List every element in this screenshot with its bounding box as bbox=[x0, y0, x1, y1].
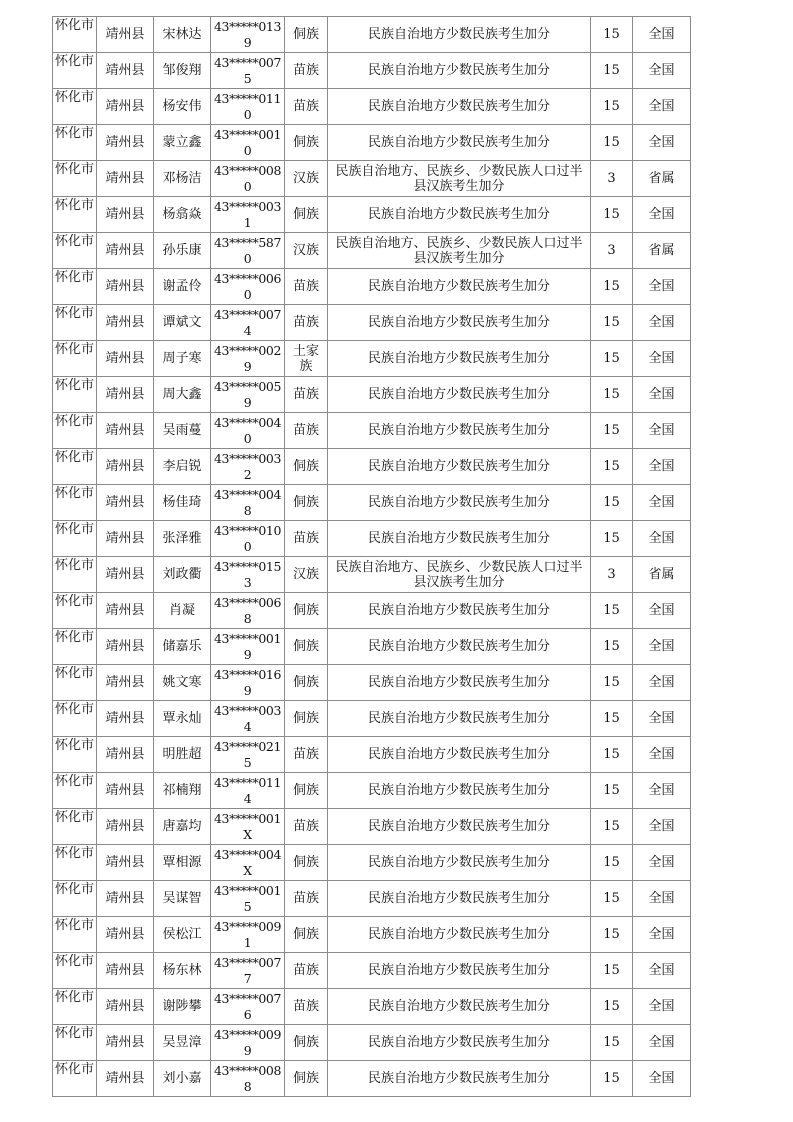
bonus-score-cell: 3 bbox=[591, 161, 633, 197]
id-number-cell: 43*****0048 bbox=[211, 485, 285, 521]
table-row bbox=[53, 197, 691, 233]
policy-cell: 民族自治地方、民族乡、少数民族人口过半县汉族考生加分 bbox=[328, 557, 591, 593]
scope-cell: 全国 bbox=[633, 1025, 691, 1061]
table-row bbox=[53, 269, 691, 305]
bonus-score-cell: 15 bbox=[591, 593, 633, 629]
ethnicity-cell: 苗族 bbox=[285, 521, 328, 557]
scope-cell: 全国 bbox=[633, 629, 691, 665]
scope-cell: 全国 bbox=[633, 197, 691, 233]
policy-cell: 民族自治地方少数民族考生加分 bbox=[328, 917, 591, 953]
name-cell: 谢陟攀 bbox=[154, 989, 211, 1025]
policy-cell: 民族自治地方、民族乡、少数民族人口过半县汉族考生加分 bbox=[328, 233, 591, 269]
id-number-cell: 43*****0059 bbox=[211, 377, 285, 413]
table-row bbox=[53, 809, 691, 845]
policy-cell: 民族自治地方少数民族考生加分 bbox=[328, 413, 591, 449]
county-cell: 靖州县 bbox=[97, 305, 154, 341]
ethnicity-cell: 苗族 bbox=[285, 53, 328, 89]
policy-cell: 民族自治地方少数民族考生加分 bbox=[328, 53, 591, 89]
id-number-cell: 43*****0091 bbox=[211, 917, 285, 953]
city-cell: 怀化市 bbox=[53, 197, 97, 233]
scope-cell: 全国 bbox=[633, 881, 691, 917]
scope-cell: 省属 bbox=[633, 557, 691, 593]
county-cell: 靖州县 bbox=[97, 809, 154, 845]
bonus-score-cell: 15 bbox=[591, 341, 633, 377]
county-cell: 靖州县 bbox=[97, 521, 154, 557]
city-cell: 怀化市 bbox=[53, 557, 97, 593]
table-row bbox=[53, 701, 691, 737]
county-cell: 靖州县 bbox=[97, 917, 154, 953]
bonus-score-cell: 15 bbox=[591, 809, 633, 845]
scope-cell: 全国 bbox=[633, 449, 691, 485]
table-row bbox=[53, 629, 691, 665]
table-row bbox=[53, 89, 691, 125]
city-cell: 怀化市 bbox=[53, 701, 97, 737]
name-cell: 谢孟伶 bbox=[154, 269, 211, 305]
id-number-cell: 43*****0075 bbox=[211, 53, 285, 89]
name-cell: 祁楠翔 bbox=[154, 773, 211, 809]
ethnicity-cell: 侗族 bbox=[285, 1025, 328, 1061]
policy-cell: 民族自治地方少数民族考生加分 bbox=[328, 89, 591, 125]
city-cell: 怀化市 bbox=[53, 161, 97, 197]
name-cell: 孙乐康 bbox=[154, 233, 211, 269]
county-cell: 靖州县 bbox=[97, 845, 154, 881]
id-number-cell: 43*****0029 bbox=[211, 341, 285, 377]
ethnicity-cell: 苗族 bbox=[285, 881, 328, 917]
table-row bbox=[53, 917, 691, 953]
bonus-points-table bbox=[52, 16, 691, 1097]
city-cell: 怀化市 bbox=[53, 737, 97, 773]
city-cell: 怀化市 bbox=[53, 125, 97, 161]
scope-cell: 全国 bbox=[633, 809, 691, 845]
scope-cell: 全国 bbox=[633, 737, 691, 773]
name-cell: 蒙立鑫 bbox=[154, 125, 211, 161]
county-cell: 靖州县 bbox=[97, 593, 154, 629]
name-cell: 吴雨蔓 bbox=[154, 413, 211, 449]
city-cell: 怀化市 bbox=[53, 269, 97, 305]
id-number-cell: 43*****0010 bbox=[211, 125, 285, 161]
name-cell: 李启锐 bbox=[154, 449, 211, 485]
table-body bbox=[53, 17, 691, 1097]
bonus-score-cell: 15 bbox=[591, 881, 633, 917]
bonus-score-cell: 15 bbox=[591, 701, 633, 737]
bonus-score-cell: 15 bbox=[591, 989, 633, 1025]
bonus-score-cell: 15 bbox=[591, 413, 633, 449]
ethnicity-cell: 侗族 bbox=[285, 665, 328, 701]
policy-cell: 民族自治地方少数民族考生加分 bbox=[328, 701, 591, 737]
ethnicity-cell: 侗族 bbox=[285, 17, 328, 53]
ethnicity-cell: 苗族 bbox=[285, 809, 328, 845]
county-cell: 靖州县 bbox=[97, 629, 154, 665]
ethnicity-cell: 侗族 bbox=[285, 917, 328, 953]
ethnicity-cell: 苗族 bbox=[285, 89, 328, 125]
policy-cell: 民族自治地方少数民族考生加分 bbox=[328, 485, 591, 521]
name-cell: 张泽雅 bbox=[154, 521, 211, 557]
policy-cell: 民族自治地方少数民族考生加分 bbox=[328, 737, 591, 773]
id-number-cell: 43*****004X bbox=[211, 845, 285, 881]
bonus-score-cell: 3 bbox=[591, 557, 633, 593]
scope-cell: 全国 bbox=[633, 1061, 691, 1097]
city-cell: 怀化市 bbox=[53, 953, 97, 989]
bonus-score-cell: 15 bbox=[591, 521, 633, 557]
ethnicity-cell: 侗族 bbox=[285, 845, 328, 881]
ethnicity-cell: 土家族 bbox=[285, 341, 328, 377]
scope-cell: 全国 bbox=[633, 17, 691, 53]
table-row bbox=[53, 989, 691, 1025]
county-cell: 靖州县 bbox=[97, 125, 154, 161]
table-row bbox=[53, 845, 691, 881]
ethnicity-cell: 苗族 bbox=[285, 413, 328, 449]
city-cell: 怀化市 bbox=[53, 413, 97, 449]
ethnicity-cell: 汉族 bbox=[285, 557, 328, 593]
ethnicity-cell: 苗族 bbox=[285, 305, 328, 341]
scope-cell: 全国 bbox=[633, 269, 691, 305]
policy-cell: 民族自治地方少数民族考生加分 bbox=[328, 809, 591, 845]
table-row bbox=[53, 161, 691, 197]
scope-cell: 全国 bbox=[633, 89, 691, 125]
ethnicity-cell: 苗族 bbox=[285, 377, 328, 413]
scope-cell: 全国 bbox=[633, 413, 691, 449]
policy-cell: 民族自治地方、民族乡、少数民族人口过半县汉族考生加分 bbox=[328, 161, 591, 197]
policy-cell: 民族自治地方少数民族考生加分 bbox=[328, 773, 591, 809]
bonus-score-cell: 15 bbox=[591, 485, 633, 521]
city-cell: 怀化市 bbox=[53, 485, 97, 521]
ethnicity-cell: 侗族 bbox=[285, 485, 328, 521]
ethnicity-cell: 苗族 bbox=[285, 737, 328, 773]
policy-cell: 民族自治地方少数民族考生加分 bbox=[328, 881, 591, 917]
policy-cell: 民族自治地方少数民族考生加分 bbox=[328, 449, 591, 485]
id-number-cell: 43*****0015 bbox=[211, 881, 285, 917]
table-row bbox=[53, 665, 691, 701]
scope-cell: 全国 bbox=[633, 125, 691, 161]
id-number-cell: 43*****001X bbox=[211, 809, 285, 845]
bonus-score-cell: 15 bbox=[591, 773, 633, 809]
county-cell: 靖州县 bbox=[97, 449, 154, 485]
county-cell: 靖州县 bbox=[97, 773, 154, 809]
name-cell: 肖凝 bbox=[154, 593, 211, 629]
table-row bbox=[53, 305, 691, 341]
bonus-score-cell: 15 bbox=[591, 17, 633, 53]
name-cell: 邓杨洁 bbox=[154, 161, 211, 197]
policy-cell: 民族自治地方少数民族考生加分 bbox=[328, 845, 591, 881]
bonus-score-cell: 15 bbox=[591, 953, 633, 989]
name-cell: 刘小嘉 bbox=[154, 1061, 211, 1097]
county-cell: 靖州县 bbox=[97, 989, 154, 1025]
table-row bbox=[53, 233, 691, 269]
name-cell: 唐嘉均 bbox=[154, 809, 211, 845]
county-cell: 靖州县 bbox=[97, 1061, 154, 1097]
id-number-cell: 43*****0215 bbox=[211, 737, 285, 773]
policy-cell: 民族自治地方少数民族考生加分 bbox=[328, 377, 591, 413]
scope-cell: 全国 bbox=[633, 53, 691, 89]
county-cell: 靖州县 bbox=[97, 737, 154, 773]
ethnicity-cell: 侗族 bbox=[285, 593, 328, 629]
county-cell: 靖州县 bbox=[97, 485, 154, 521]
name-cell: 刘政衢 bbox=[154, 557, 211, 593]
county-cell: 靖州县 bbox=[97, 17, 154, 53]
county-cell: 靖州县 bbox=[97, 413, 154, 449]
policy-cell: 民族自治地方少数民族考生加分 bbox=[328, 125, 591, 161]
table-row bbox=[53, 1025, 691, 1061]
table-row bbox=[53, 953, 691, 989]
ethnicity-cell: 侗族 bbox=[285, 449, 328, 485]
scope-cell: 全国 bbox=[633, 989, 691, 1025]
bonus-score-cell: 3 bbox=[591, 233, 633, 269]
bonus-score-cell: 15 bbox=[591, 305, 633, 341]
city-cell: 怀化市 bbox=[53, 17, 97, 53]
policy-cell: 民族自治地方少数民族考生加分 bbox=[328, 1025, 591, 1061]
bonus-score-cell: 15 bbox=[591, 449, 633, 485]
ethnicity-cell: 汉族 bbox=[285, 233, 328, 269]
policy-cell: 民族自治地方少数民族考生加分 bbox=[328, 593, 591, 629]
table-row bbox=[53, 773, 691, 809]
name-cell: 杨翕焱 bbox=[154, 197, 211, 233]
bonus-score-cell: 15 bbox=[591, 1025, 633, 1061]
id-number-cell: 43*****0139 bbox=[211, 17, 285, 53]
policy-cell: 民族自治地方少数民族考生加分 bbox=[328, 17, 591, 53]
city-cell: 怀化市 bbox=[53, 449, 97, 485]
city-cell: 怀化市 bbox=[53, 773, 97, 809]
scope-cell: 全国 bbox=[633, 953, 691, 989]
county-cell: 靖州县 bbox=[97, 665, 154, 701]
scope-cell: 全国 bbox=[633, 593, 691, 629]
ethnicity-cell: 苗族 bbox=[285, 953, 328, 989]
city-cell: 怀化市 bbox=[53, 881, 97, 917]
county-cell: 靖州县 bbox=[97, 161, 154, 197]
county-cell: 靖州县 bbox=[97, 269, 154, 305]
city-cell: 怀化市 bbox=[53, 1025, 97, 1061]
bonus-score-cell: 15 bbox=[591, 665, 633, 701]
id-number-cell: 43*****0076 bbox=[211, 989, 285, 1025]
city-cell: 怀化市 bbox=[53, 305, 97, 341]
county-cell: 靖州县 bbox=[97, 53, 154, 89]
ethnicity-cell: 苗族 bbox=[285, 269, 328, 305]
city-cell: 怀化市 bbox=[53, 665, 97, 701]
name-cell: 杨佳琦 bbox=[154, 485, 211, 521]
policy-cell: 民族自治地方少数民族考生加分 bbox=[328, 629, 591, 665]
id-number-cell: 43*****0077 bbox=[211, 953, 285, 989]
scope-cell: 全国 bbox=[633, 377, 691, 413]
policy-cell: 民族自治地方少数民族考生加分 bbox=[328, 1061, 591, 1097]
county-cell: 靖州县 bbox=[97, 233, 154, 269]
policy-cell: 民族自治地方少数民族考生加分 bbox=[328, 989, 591, 1025]
scope-cell: 全国 bbox=[633, 773, 691, 809]
table-row bbox=[53, 53, 691, 89]
ethnicity-cell: 侗族 bbox=[285, 629, 328, 665]
table-row bbox=[53, 485, 691, 521]
ethnicity-cell: 侗族 bbox=[285, 773, 328, 809]
city-cell: 怀化市 bbox=[53, 89, 97, 125]
policy-cell: 民族自治地方少数民族考生加分 bbox=[328, 521, 591, 557]
ethnicity-cell: 侗族 bbox=[285, 1061, 328, 1097]
id-number-cell: 43*****0031 bbox=[211, 197, 285, 233]
id-number-cell: 43*****0068 bbox=[211, 593, 285, 629]
id-number-cell: 43*****0110 bbox=[211, 89, 285, 125]
bonus-score-cell: 15 bbox=[591, 629, 633, 665]
name-cell: 谭斌文 bbox=[154, 305, 211, 341]
name-cell: 覃永灿 bbox=[154, 701, 211, 737]
county-cell: 靖州县 bbox=[97, 377, 154, 413]
bonus-score-cell: 15 bbox=[591, 125, 633, 161]
county-cell: 靖州县 bbox=[97, 1025, 154, 1061]
table-row bbox=[53, 413, 691, 449]
name-cell: 杨安伟 bbox=[154, 89, 211, 125]
county-cell: 靖州县 bbox=[97, 953, 154, 989]
bonus-score-cell: 15 bbox=[591, 197, 633, 233]
bonus-score-cell: 15 bbox=[591, 377, 633, 413]
scope-cell: 全国 bbox=[633, 665, 691, 701]
scope-cell: 省属 bbox=[633, 161, 691, 197]
table-row bbox=[53, 593, 691, 629]
bonus-score-cell: 15 bbox=[591, 917, 633, 953]
ethnicity-cell: 侗族 bbox=[285, 701, 328, 737]
id-number-cell: 43*****0074 bbox=[211, 305, 285, 341]
scope-cell: 全国 bbox=[633, 845, 691, 881]
scope-cell: 全国 bbox=[633, 485, 691, 521]
name-cell: 吴昱漳 bbox=[154, 1025, 211, 1061]
name-cell: 周子寒 bbox=[154, 341, 211, 377]
policy-cell: 民族自治地方少数民族考生加分 bbox=[328, 341, 591, 377]
name-cell: 宋林达 bbox=[154, 17, 211, 53]
ethnicity-cell: 苗族 bbox=[285, 989, 328, 1025]
policy-cell: 民族自治地方少数民族考生加分 bbox=[328, 665, 591, 701]
table-row bbox=[53, 521, 691, 557]
city-cell: 怀化市 bbox=[53, 377, 97, 413]
scope-cell: 全国 bbox=[633, 341, 691, 377]
table-row bbox=[53, 1061, 691, 1097]
scope-cell: 全国 bbox=[633, 521, 691, 557]
id-number-cell: 43*****0060 bbox=[211, 269, 285, 305]
city-cell: 怀化市 bbox=[53, 845, 97, 881]
table-row bbox=[53, 377, 691, 413]
id-number-cell: 43*****0114 bbox=[211, 773, 285, 809]
name-cell: 姚文寒 bbox=[154, 665, 211, 701]
bonus-score-cell: 15 bbox=[591, 89, 633, 125]
city-cell: 怀化市 bbox=[53, 629, 97, 665]
county-cell: 靖州县 bbox=[97, 341, 154, 377]
bonus-score-cell: 15 bbox=[591, 53, 633, 89]
table-row bbox=[53, 341, 691, 377]
city-cell: 怀化市 bbox=[53, 989, 97, 1025]
table-row bbox=[53, 881, 691, 917]
county-cell: 靖州县 bbox=[97, 557, 154, 593]
id-number-cell: 43*****0099 bbox=[211, 1025, 285, 1061]
name-cell: 储嘉乐 bbox=[154, 629, 211, 665]
table-row bbox=[53, 17, 691, 53]
bonus-score-cell: 15 bbox=[591, 269, 633, 305]
name-cell: 邹俊翔 bbox=[154, 53, 211, 89]
city-cell: 怀化市 bbox=[53, 233, 97, 269]
name-cell: 侯松江 bbox=[154, 917, 211, 953]
city-cell: 怀化市 bbox=[53, 809, 97, 845]
city-cell: 怀化市 bbox=[53, 1061, 97, 1097]
scope-cell: 全国 bbox=[633, 305, 691, 341]
ethnicity-cell: 汉族 bbox=[285, 161, 328, 197]
scope-cell: 全国 bbox=[633, 917, 691, 953]
city-cell: 怀化市 bbox=[53, 593, 97, 629]
bonus-score-cell: 15 bbox=[591, 845, 633, 881]
city-cell: 怀化市 bbox=[53, 341, 97, 377]
id-number-cell: 43*****0040 bbox=[211, 413, 285, 449]
table-row bbox=[53, 557, 691, 593]
table-row bbox=[53, 737, 691, 773]
id-number-cell: 43*****0100 bbox=[211, 521, 285, 557]
id-number-cell: 43*****0019 bbox=[211, 629, 285, 665]
ethnicity-cell: 侗族 bbox=[285, 125, 328, 161]
scope-cell: 省属 bbox=[633, 233, 691, 269]
city-cell: 怀化市 bbox=[53, 917, 97, 953]
bonus-score-cell: 15 bbox=[591, 1061, 633, 1097]
name-cell: 明胜超 bbox=[154, 737, 211, 773]
table-row bbox=[53, 125, 691, 161]
name-cell: 杨东林 bbox=[154, 953, 211, 989]
id-number-cell: 43*****0088 bbox=[211, 1061, 285, 1097]
name-cell: 周大鑫 bbox=[154, 377, 211, 413]
city-cell: 怀化市 bbox=[53, 521, 97, 557]
county-cell: 靖州县 bbox=[97, 701, 154, 737]
city-cell: 怀化市 bbox=[53, 53, 97, 89]
name-cell: 吴谋智 bbox=[154, 881, 211, 917]
scope-cell: 全国 bbox=[633, 701, 691, 737]
id-number-cell: 43*****0034 bbox=[211, 701, 285, 737]
name-cell: 覃相源 bbox=[154, 845, 211, 881]
ethnicity-cell: 侗族 bbox=[285, 197, 328, 233]
policy-cell: 民族自治地方少数民族考生加分 bbox=[328, 269, 591, 305]
table-row bbox=[53, 449, 691, 485]
county-cell: 靖州县 bbox=[97, 197, 154, 233]
county-cell: 靖州县 bbox=[97, 881, 154, 917]
county-cell: 靖州县 bbox=[97, 89, 154, 125]
policy-cell: 民族自治地方少数民族考生加分 bbox=[328, 953, 591, 989]
id-number-cell: 43*****0169 bbox=[211, 665, 285, 701]
policy-cell: 民族自治地方少数民族考生加分 bbox=[328, 197, 591, 233]
id-number-cell: 43*****0080 bbox=[211, 161, 285, 197]
policy-cell: 民族自治地方少数民族考生加分 bbox=[328, 305, 591, 341]
id-number-cell: 43*****0032 bbox=[211, 449, 285, 485]
bonus-score-cell: 15 bbox=[591, 737, 633, 773]
id-number-cell: 43*****5870 bbox=[211, 233, 285, 269]
id-number-cell: 43*****0153 bbox=[211, 557, 285, 593]
